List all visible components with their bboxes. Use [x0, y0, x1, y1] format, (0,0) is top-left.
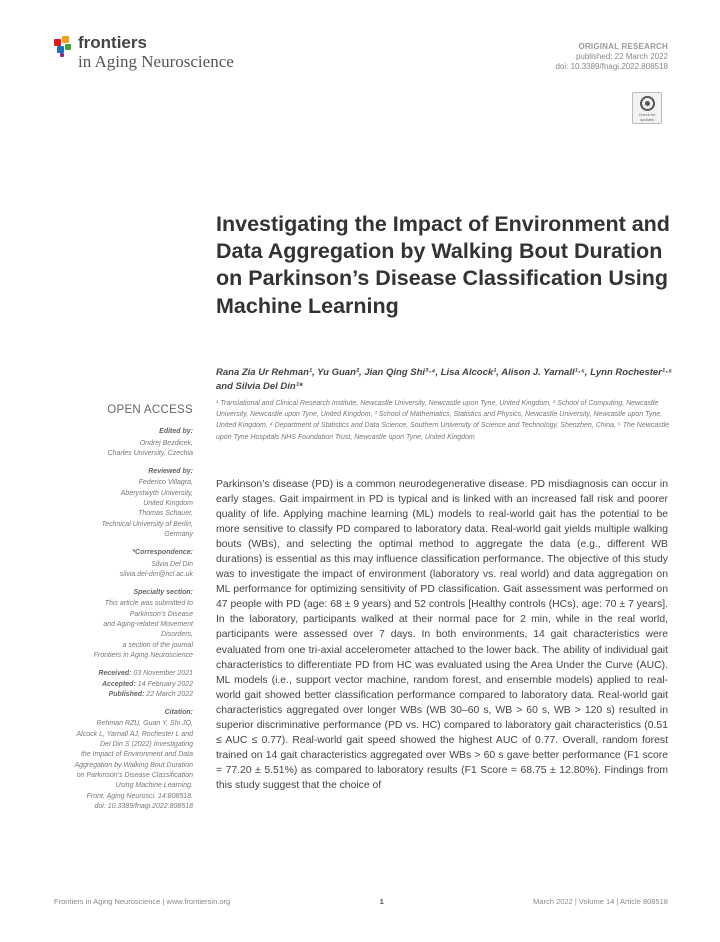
specialty-line: Parkinson’s Disease: [129, 610, 193, 618]
footer-article-info: March 2022 | Volume 14 | Article 808518: [533, 897, 668, 906]
citation-line: Del Din S (2022) Investigating: [100, 741, 193, 749]
citation-heading: Citation:: [164, 709, 193, 717]
reviewer-line: Federico Villagra,: [138, 479, 193, 487]
reviewer-line: Thomas Schauer,: [138, 510, 193, 518]
editor-line: Ondrej Bezdicek,: [139, 439, 193, 447]
citation-section: [60, 708, 193, 812]
citation-line: Using Machine Learning.: [115, 782, 193, 790]
published-date: published: 22 March 2022: [575, 52, 668, 61]
editor-line: Charles University, Czechia: [107, 449, 193, 457]
citation-line: Alcock L, Yarnall AJ, Rochester L and: [76, 730, 193, 738]
article-sidebar: [60, 405, 193, 820]
citation-line: Aggregation by Walking Bout Duration: [74, 761, 193, 769]
specialty-line: Frontiers in Aging Neuroscience: [93, 651, 193, 659]
article-type: ORIGINAL RESEARCH: [578, 42, 668, 51]
accepted-date: Accepted: 14 February 2022: [101, 680, 193, 688]
journal-logo[interactable]: [54, 34, 234, 72]
frontiers-logo-icon: [54, 36, 74, 58]
correspondence-email-link[interactable]: silvia.del-din@ncl.ac.uk: [119, 570, 193, 578]
article-meta: [555, 42, 668, 72]
check-updates-icon: [640, 96, 655, 111]
open-access-label: OPEN ACCESS: [107, 404, 193, 416]
affiliations: ¹ Translational and Clinical Research Institute, Newcastle University, Newcastle upon Tyne, United Kingdom, ² School of Computing, Newcastle University, Newcastle upon Tyne, United Kingdom, ³ School of Mathematics, Statistics and Physics, Newcastle University, Newcastle upon Tyne, United Kingdom, ⁴ Department of Statistics and Data Science, Southern University of Science and Technology, Shenzhen, China, ⁵ The Newcastle upon Tyne Hospitals NHS Foundation Trust, Newcastle upon Tyne, United Kingdom: [216, 400, 670, 441]
citation-line: on Parkinson’s Disease Classification: [76, 771, 193, 779]
citation-line: Rehman RZU, Guan Y, Shi JQ,: [96, 720, 193, 728]
author-list: Rana Zia Ur Rehman¹, Yu Guan², Jian Qing Shi³·⁴, Lisa Alcock¹, Alison J. Yarnall¹·⁵, Lynn Rochester¹·⁵ and Silvia Del Din¹*: [216, 367, 673, 392]
citation-doi-link[interactable]: doi: 10.3389/fnagi.2022.808518: [94, 802, 193, 810]
dates-section: [60, 669, 193, 700]
received-date: Received: 03 November 2021: [98, 670, 193, 678]
reviewed-by-heading: Reviewed by:: [148, 468, 193, 476]
edited-by-heading: Edited by:: [159, 428, 193, 436]
correspondence-heading: *Correspondence:: [132, 549, 193, 557]
specialty-heading: Specialty section:: [133, 589, 193, 597]
correspondence-section: [60, 548, 193, 580]
correspondence-name: Silvia Del Din: [151, 560, 193, 568]
article-title: Investigating the Impact of Environment and Data Aggregation by Walking Bout Duration on Parkinson’s Disease Classification Using Machine Learning: [216, 212, 670, 318]
abstract-text: Parkinson’s disease (PD) is a common neurodegenerative disease. PD misdiagnosis can occur in early stages. Gait impairment in PD is typical and is linked with an increased fall risk and poorer quality of life. Applying machine learning (ML) models to real-world gait has the potential to be more sensitive to classify PD compared to laboratory data. Real-world gait yields multiple walking bouts (WBs), and selecting the optimal method to aggregate the data (e.g., different WB durations) is essential as this may influence classification performance. The objective of this study was to investigate the impact of environment (laboratory vs. real world) and data aggregation on ML performance for optimizing sensitivity of PD classification. Gait assessment was performed on 47 people with PD (age: 68 ± 9 years) and 52 controls [Healthy controls (HCs), age: 70 ± 7 years]. In the laboratory, participants walked at their normal pace for 2 min, while in the real world, participants were assessed over 7 days. In both environments, 14 gait characteristics were evaluated from one tri-axial accelerometer attached to the lower back. The ability of individual gait characteristics to differentiate PD from HC was evaluated using the Area Under the Curve (AUC). ML models (i.e., support vector machine, random forest, and ensemble models) applied to real-world gait showed better classification performance compared to laboratory data. Real-world gait characteristics aggregated over longer WBs (WB 30–60 s, WB > 60 s, WB > 120 s) resulted in superior discriminative performance (PD vs. HC) compared to laboratory gait characteristics (0.51 ≤ AUC ≤ 0.77). Real-world gait speed showed the highest AUC of 0.77. Overall, random forest trained on 14 gait characteristics aggregated over WBs > 60 s gave better performance (F1 score = 77.20 ± 5.51%) as compared to laboratory results (F1 Score = 68.75 ± 12.80%). Findings from this study suggest that the choice of: [216, 479, 668, 791]
reviewer-line: United Kingdom: [143, 500, 193, 508]
check-updates-label: Check for updates: [638, 112, 656, 122]
reviewed-by-section: [60, 467, 193, 540]
reviewer-line: Aberystwyth University,: [120, 489, 193, 497]
footer-journal-link[interactable]: Frontiers in Aging Neuroscience | www.frontiersin.org: [54, 897, 231, 906]
specialty-line: Disorders,: [161, 631, 193, 639]
edited-by-section: [60, 427, 193, 459]
journal-name: in Aging Neuroscience: [78, 52, 234, 71]
specialty-line: a section of the journal: [122, 641, 193, 649]
specialty-line: This article was submitted to: [104, 600, 193, 608]
citation-line: the Impact of Environment and Data: [80, 751, 193, 759]
reviewer-line: Germany: [164, 530, 193, 538]
citation-line: Front. Aging Neurosci. 14:808518.: [86, 792, 193, 800]
specialty-section: [60, 588, 193, 661]
specialty-line: and Aging-related Movement: [103, 621, 193, 629]
page-footer: [54, 897, 668, 906]
check-for-updates-button[interactable]: [632, 92, 662, 124]
page-number: 1: [379, 897, 384, 906]
published-date-sidebar: Published: 22 March 2022: [108, 690, 193, 698]
brand-name: frontiers: [78, 33, 147, 52]
doi-link[interactable]: doi: 10.3389/fnagi.2022.808518: [555, 62, 668, 71]
reviewer-line: Technical University of Berlin,: [101, 520, 193, 528]
